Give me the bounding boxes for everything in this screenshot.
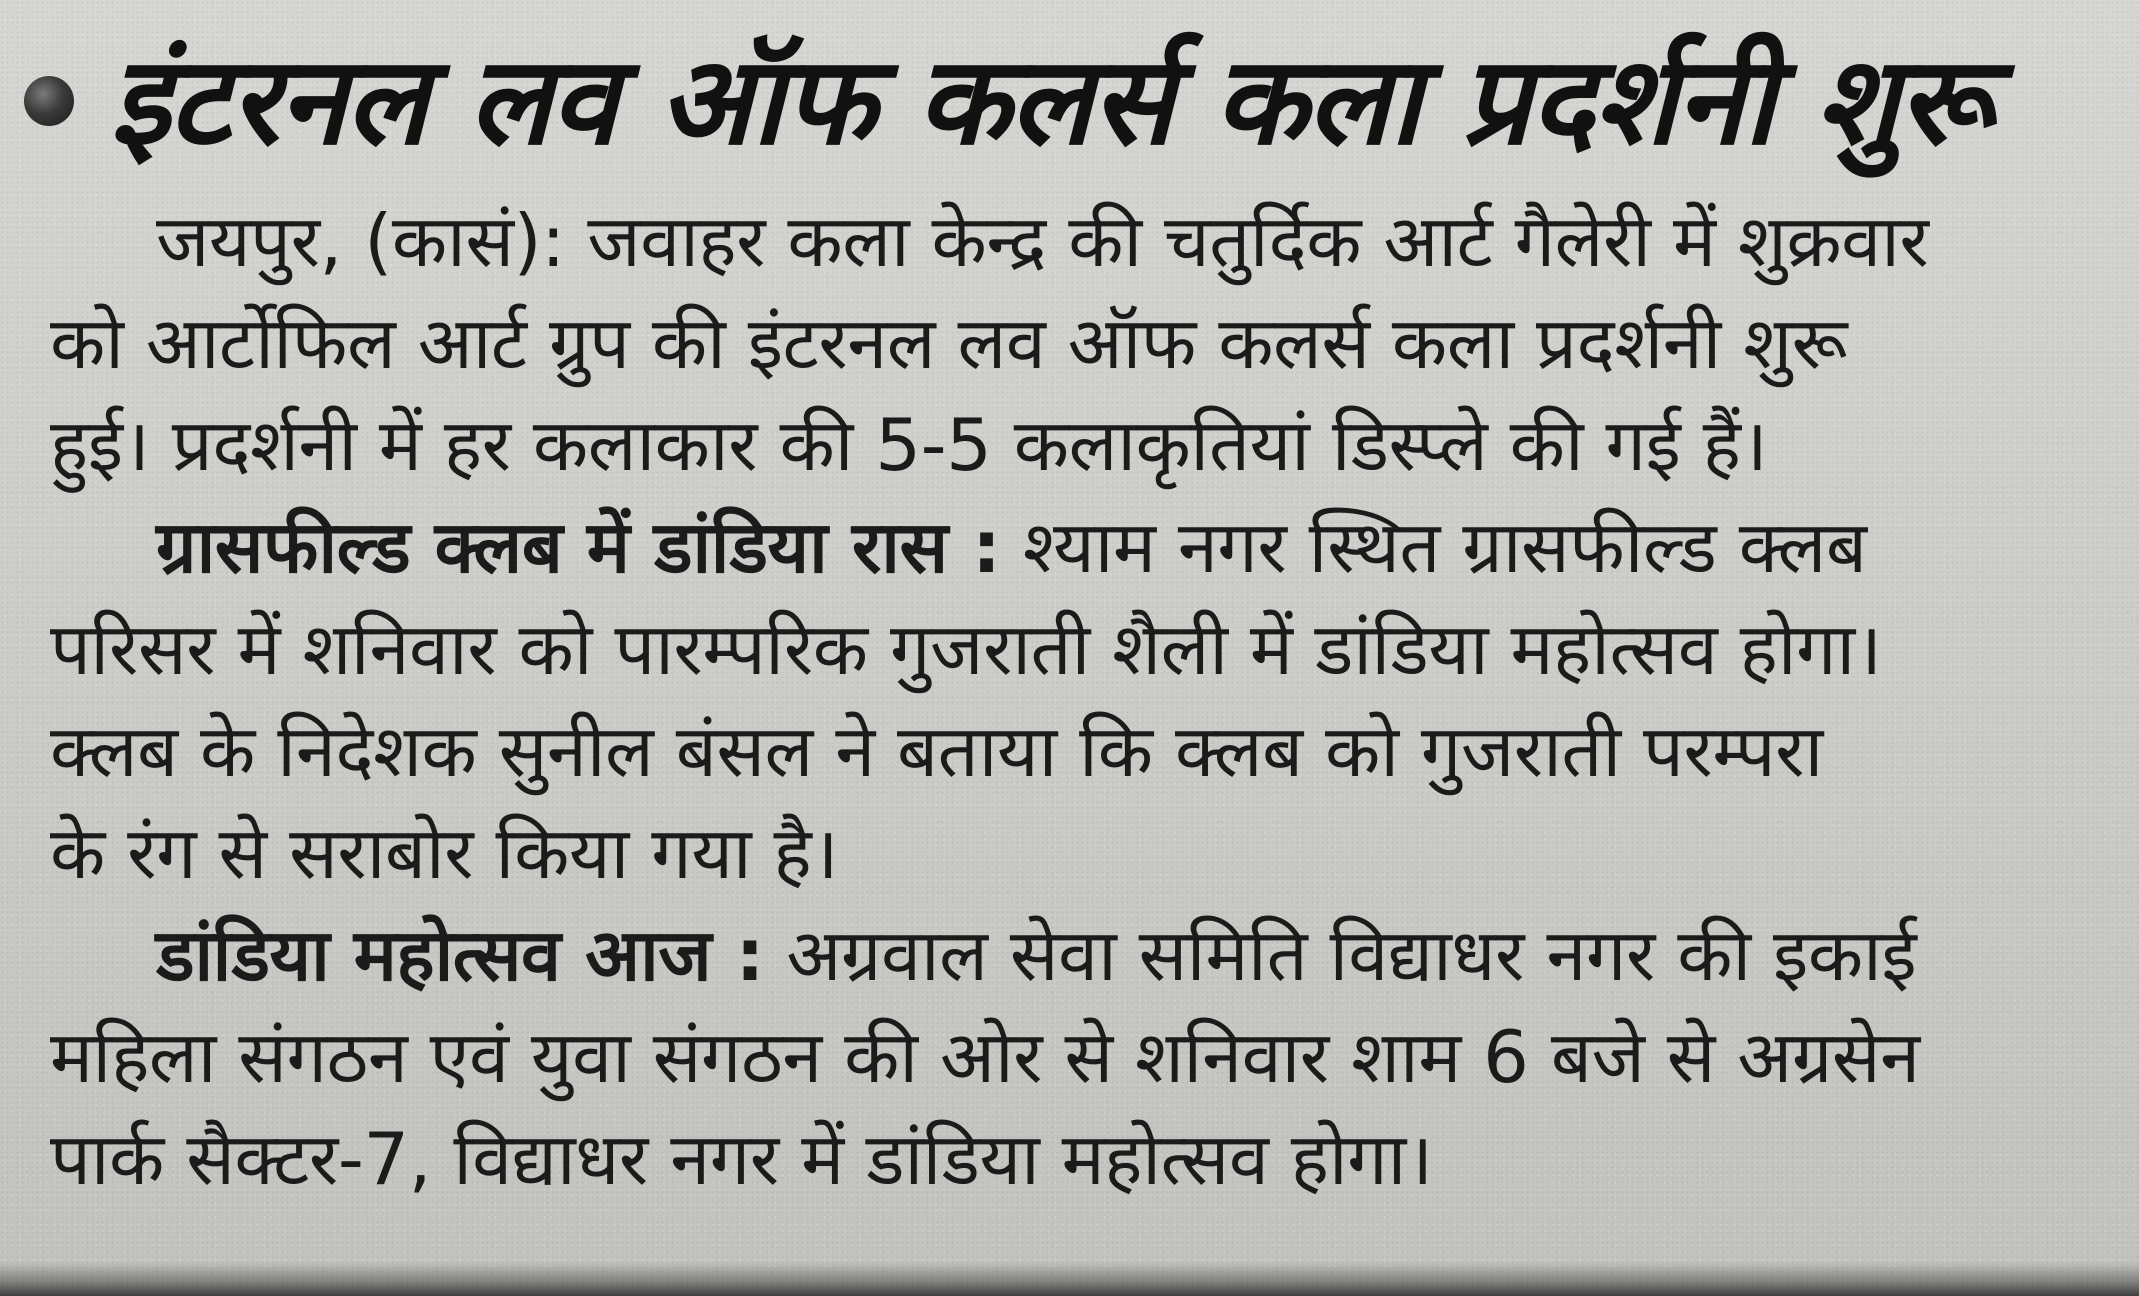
section-text: अग्रवाल सेवा समिति विद्याधर नगर की इकाई	[763, 913, 1917, 997]
section-dandiya-mahotsav-first-line	[50, 904, 2120, 1006]
article-line: महिला संगठन एवं युवा संगठन की ओर से शनिवार शाम 6 बजे से अग्रसेन	[50, 1015, 1920, 1099]
page-bottom-edge	[0, 1262, 2139, 1296]
section-text: श्याम नगर स्थित ग्रासफील्ड क्लब	[1000, 505, 1867, 589]
article-line: को आर्टोफिल आर्ट ग्रुप की इंटरनल लव ऑफ कलर्स कला प्रदर्शनी शुरू	[50, 301, 1848, 385]
bullet-icon	[24, 76, 74, 126]
section-heading-dandiya-raas: ग्रासफील्ड क्लब में डांडिया रास :	[156, 505, 1001, 589]
section-heading-dandiya-mahotsav: डांडिया महोत्सव आज :	[156, 913, 764, 997]
section-dandiya-raas-first-line	[50, 496, 2120, 598]
article-line: क्लब के निदेशक सुनील बंसल ने बताया कि क्लब को गुजराती परम्परा	[50, 709, 1823, 793]
article-line: जयपुर, (कासं): जवाहर कला केन्द्र की चतुर्दिक आर्ट गैलेरी में शुक्रवार	[156, 199, 1929, 283]
headline-row	[24, 26, 1991, 176]
article-body	[50, 190, 2120, 1210]
article-line: परिसर में शनिवार को पारम्परिक गुजराती शैली में डांडिया महोत्सव होगा।	[50, 607, 1882, 691]
article-line: हुई। प्रदर्शनी में हर कलाकार की 5-5 कलाकृतियां डिस्प्ले की गई हैं।	[50, 403, 1768, 487]
article-line: पार्क सैक्टर-7, विद्याधर नगर में डांडिया महोत्सव होगा।	[50, 1117, 1433, 1201]
article-line: के रंग से सराबोर किया गया है।	[50, 811, 839, 895]
headline: इंटरनल लव ऑफ कलर्स कला प्रदर्शनी शुरू	[110, 30, 1992, 172]
